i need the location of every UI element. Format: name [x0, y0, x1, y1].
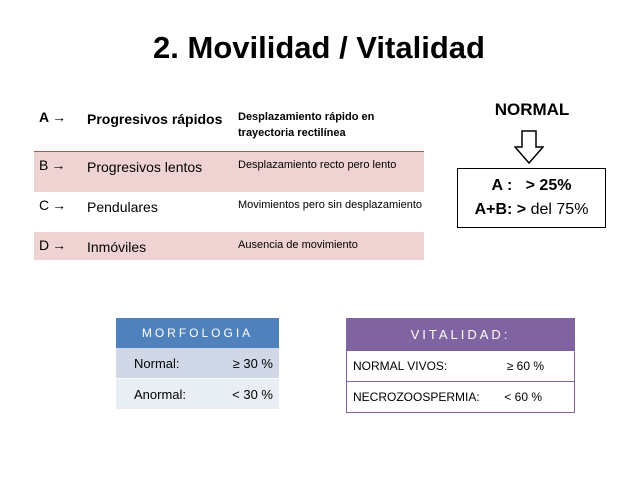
slide-title: 2. Movilidad / Vitalidad — [153, 30, 485, 65]
morfologia-header: MORFOLOGIA — [116, 318, 279, 348]
table-row — [34, 192, 424, 232]
table-row — [347, 351, 575, 382]
criteria-line-a: A : > 25% — [491, 177, 572, 194]
motility-description: Ausencia de movimiento — [238, 239, 358, 251]
motility-description: Movimientos pero sin desplazamiento — [238, 199, 423, 211]
table-row — [34, 104, 424, 151]
table-row — [34, 151, 424, 192]
arrow-right-icon: → — [52, 237, 67, 253]
morfologia-table — [116, 318, 279, 410]
vitalidad-table — [346, 318, 575, 413]
vit-label: NORMAL VIVOS: — [353, 359, 448, 373]
criteria-line-ab: A+B: > del 75% — [474, 201, 589, 218]
arrow-right-icon: → — [51, 156, 66, 173]
motility-label: Inmóviles — [87, 239, 147, 255]
arrow-right-icon: → — [52, 109, 67, 125]
vit-label: NECROZOOSPERMIA: — [353, 390, 480, 404]
grade-label: A — [39, 109, 50, 125]
morf-value: ≥ 30 % — [214, 348, 279, 379]
motility-label: Pendulares — [87, 199, 158, 215]
motility-table — [34, 104, 424, 260]
morf-label: Anormal: — [116, 379, 214, 410]
motility-description: Desplazamiento rápido en trayectoria rectilínea — [238, 111, 375, 139]
morf-value: < 30 % — [214, 379, 279, 410]
arrow-down-icon — [514, 130, 544, 164]
table-row — [34, 232, 424, 260]
vitalidad-header: VITALIDAD: — [347, 319, 575, 351]
arrow-right-icon: → — [52, 197, 67, 213]
table-row — [116, 379, 279, 410]
vit-value: < 60 % — [504, 390, 542, 404]
table-row — [116, 348, 279, 379]
grade-label: D — [39, 237, 50, 253]
normal-label: NORMAL — [494, 100, 570, 119]
grade-label: B — [39, 156, 49, 173]
motility-label: Progresivos lentos — [87, 158, 203, 175]
motility-description: Desplazamiento recto pero lento — [238, 158, 397, 171]
table-row — [347, 382, 575, 413]
motility-label: Progresivos rápidos — [87, 111, 223, 127]
morf-label: Normal: — [116, 348, 214, 379]
grade-label: C — [39, 197, 50, 213]
normal-criteria-box — [457, 168, 606, 228]
vit-value: ≥ 60 % — [506, 359, 544, 373]
